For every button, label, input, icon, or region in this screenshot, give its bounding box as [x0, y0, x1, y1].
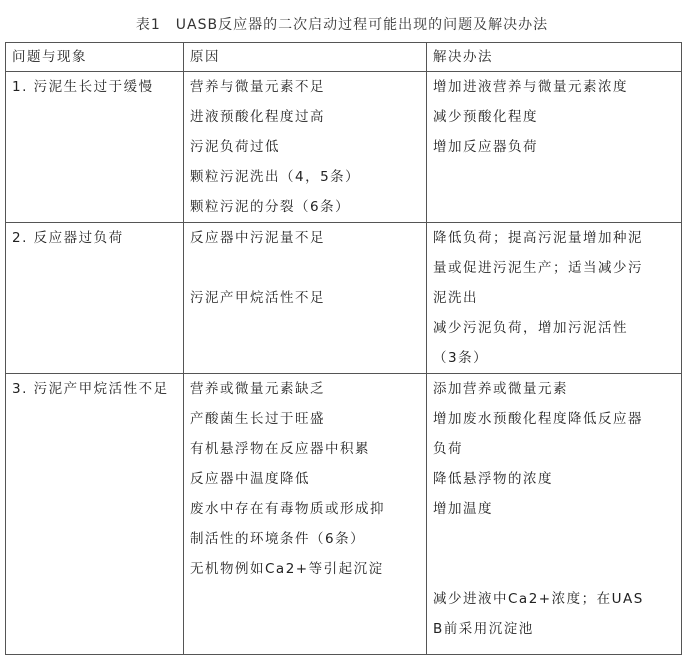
header-solution: 解决办法	[427, 43, 682, 72]
cause-line: 污泥产甲烷活性不足	[190, 290, 325, 306]
cause-line: 进液预酸化程度过高	[190, 109, 325, 125]
problems-table	[5, 42, 682, 655]
table-row	[6, 223, 682, 374]
table-header-row	[6, 43, 682, 72]
solution-line: 增加进液营养与微量元素浓度	[433, 79, 628, 95]
cause-line: 营养与微量元素不足	[190, 79, 325, 95]
solution-line: 增加温度	[433, 501, 493, 517]
problem-cell: 3. 污泥产甲烷活性不足	[6, 374, 184, 655]
cause-cell	[184, 374, 427, 655]
cause-cell	[184, 223, 427, 374]
cause-line: 无机物例如Ca2+等引起沉淀	[190, 561, 384, 577]
blank-line	[433, 554, 677, 584]
solution-line: 增加反应器负荷	[433, 139, 538, 155]
table-row	[6, 72, 682, 223]
blank-line	[190, 253, 422, 283]
solution-cell	[427, 72, 682, 223]
cause-line: 颗粒污泥的分裂（6条）	[190, 199, 351, 215]
cause-line: 反应器中污泥量不足	[190, 230, 325, 246]
solution-line: 减少污泥负荷，增加污泥活性	[433, 320, 628, 336]
header-problem: 问题与现象	[6, 43, 184, 72]
cause-line: 制活性的环境条件（6条）	[190, 531, 366, 547]
solution-line: 量或促进污泥生产；适当减少污	[433, 260, 643, 276]
solution-line: （3条）	[433, 350, 489, 366]
solution-line: B前采用沉淀池	[433, 621, 534, 637]
solution-line: 降低悬浮物的浓度	[433, 471, 553, 487]
cause-cell	[184, 72, 427, 223]
cause-line: 反应器中温度降低	[190, 471, 310, 487]
cause-line: 产酸菌生长过于旺盛	[190, 411, 325, 427]
solution-line: 负荷	[433, 441, 463, 457]
solution-line: 降低负荷；提高污泥量增加种泥	[433, 230, 643, 246]
table-caption: 表1 UASB反应器的二次启动过程可能出现的问题及解决办法	[135, 17, 549, 33]
solution-line: 添加营养或微量元素	[433, 381, 568, 397]
cause-line: 废水中存在有毒物质或形成抑	[190, 501, 385, 517]
cause-line: 有机悬浮物在反应器中积累	[190, 441, 370, 457]
solution-line: 减少预酸化程度	[433, 109, 538, 125]
cause-line: 颗粒污泥洗出（4，5条）	[190, 169, 361, 185]
solution-line: 减少进液中Ca2+浓度；在UAS	[433, 591, 644, 607]
blank-line	[433, 524, 677, 554]
cause-line: 污泥负荷过低	[190, 139, 280, 155]
solution-line: 增加废水预酸化程度降低反应器	[433, 411, 643, 427]
header-cause: 原因	[184, 43, 427, 72]
cause-line: 营养或微量元素缺乏	[190, 381, 325, 397]
solution-line: 泥洗出	[433, 290, 478, 306]
solution-cell	[427, 223, 682, 374]
problem-cell: 2. 反应器过负荷	[6, 223, 184, 374]
table-row	[6, 374, 682, 655]
solution-cell	[427, 374, 682, 655]
problem-cell: 1. 污泥生长过于缓慢	[6, 72, 184, 223]
